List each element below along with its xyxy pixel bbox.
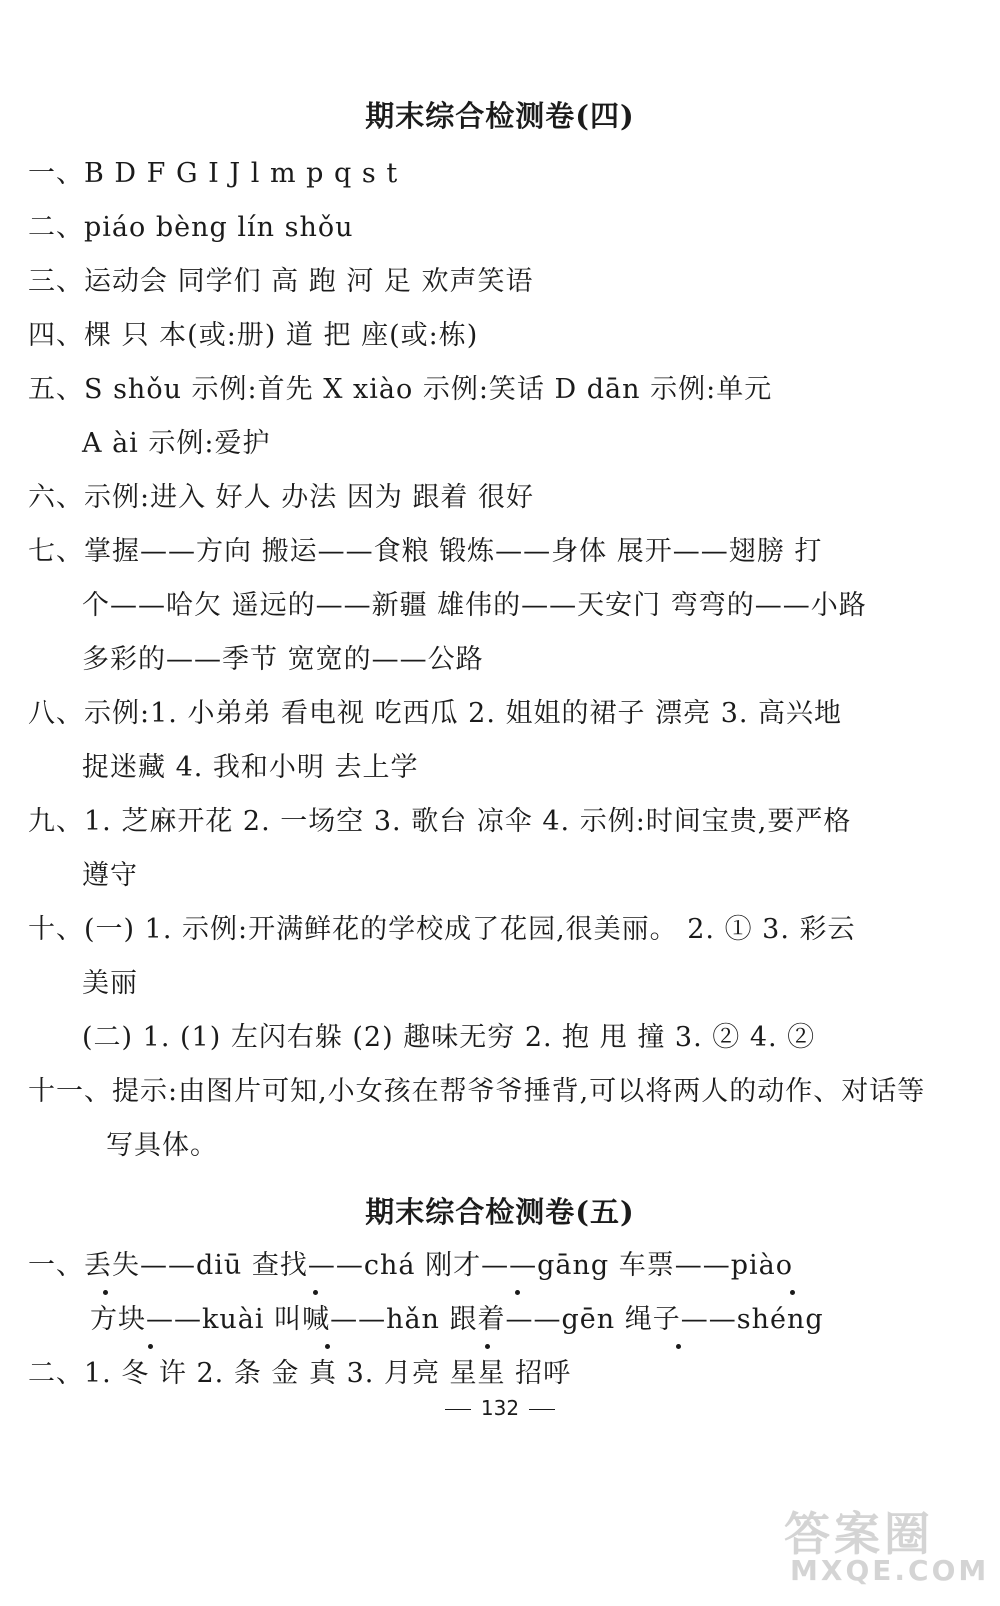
emphasis-dot [313, 1290, 318, 1295]
page-number-dash-left [445, 1409, 471, 1410]
answer-line-5-1-cont: 方块——kuài 叫喊——hǎn 跟着——gēn 绳子——shéng [90, 1304, 824, 1335]
answer-line-7-cont-1: 个——哈欠 遥远的——新疆 雄伟的——天安门 弯弯的——小路 [82, 590, 867, 621]
answer-line-5: 五、S shǒu 示例:首先 X xiào 示例:笑话 D dān 示例:单元 [28, 374, 773, 405]
answer-line-6: 六、示例:进入 好人 办法 因为 跟着 很好 [28, 482, 535, 513]
answer-line-8-cont: 捉迷藏 4. 我和小明 去上学 [82, 752, 419, 783]
emphasis-dot [676, 1344, 681, 1349]
answer-line-8: 八、示例:1. 小弟弟 看电视 吃西瓜 2. 姐姐的裙子 漂亮 3. 高兴地 [28, 698, 843, 729]
answer-line-9: 九、1. 芝麻开花 2. 一场空 3. 歌台 凉伞 4. 示例:时间宝贵,要严格 [28, 806, 852, 837]
page-number-value: 132 [480, 1396, 520, 1420]
answer-line-11-cont: 写具体。 [106, 1130, 218, 1161]
emphasis-dot [485, 1344, 490, 1349]
answer-line-10-cont: 美丽 [82, 968, 138, 999]
emphasis-dot [790, 1290, 795, 1295]
section-title-5: 期末综合检测卷(五) [365, 1195, 635, 1229]
emphasis-dot [148, 1344, 153, 1349]
answer-line-5-2: 二、1. 冬 许 2. 条 金 真 3. 月亮 星星 招呼 [28, 1358, 572, 1389]
answer-line-3: 三、运动会 同学们 高 跑 河 足 欢声笑语 [28, 266, 534, 297]
answer-line-10-part-2: (二) 1. (1) 左闪右躲 (2) 趣味无穷 2. 抱 甩 撞 3. ② 4. ② [82, 1022, 816, 1053]
section-title-4: 期末综合检测卷(四) [365, 99, 635, 133]
emphasis-dot [325, 1344, 330, 1349]
emphasis-dot [103, 1290, 108, 1295]
emphasis-dot [515, 1290, 520, 1295]
answer-line-2: 二、piáo bèng lín shǒu [28, 212, 354, 243]
answer-line-5-1: 一、丢失——diū 查找——chá 刚才——gāng 车票——piào [28, 1250, 793, 1281]
answer-line-10: 十、(一) 1. 示例:开满鲜花的学校成了花园,很美丽。 2. ① 3. 彩云 [28, 914, 856, 945]
watermark-bottom-text: MXQE.COM [790, 1554, 990, 1587]
page-number [0, 1396, 1000, 1420]
answer-line-5-cont: A ài 示例:爱护 [82, 428, 271, 459]
page-number-dash-right [529, 1409, 555, 1410]
watermark-top-text: 答案圈 [784, 1507, 934, 1561]
answer-line-1: 一、B D F G I J l m p q s t [28, 158, 399, 189]
answer-line-11: 十一、提示:由图片可知,小女孩在帮爷爷捶背,可以将两人的动作、对话等 [28, 1076, 926, 1107]
answer-line-7-cont-2: 多彩的——季节 宽宽的——公路 [82, 644, 484, 675]
answer-line-9-cont: 遵守 [82, 860, 138, 891]
answer-line-7: 七、掌握——方向 搬运——食粮 锻炼——身体 展开——翅膀 打 [28, 536, 823, 567]
answer-line-4: 四、棵 只 本(或:册) 道 把 座(或:栋) [28, 320, 479, 351]
watermark-logo [776, 1498, 990, 1594]
